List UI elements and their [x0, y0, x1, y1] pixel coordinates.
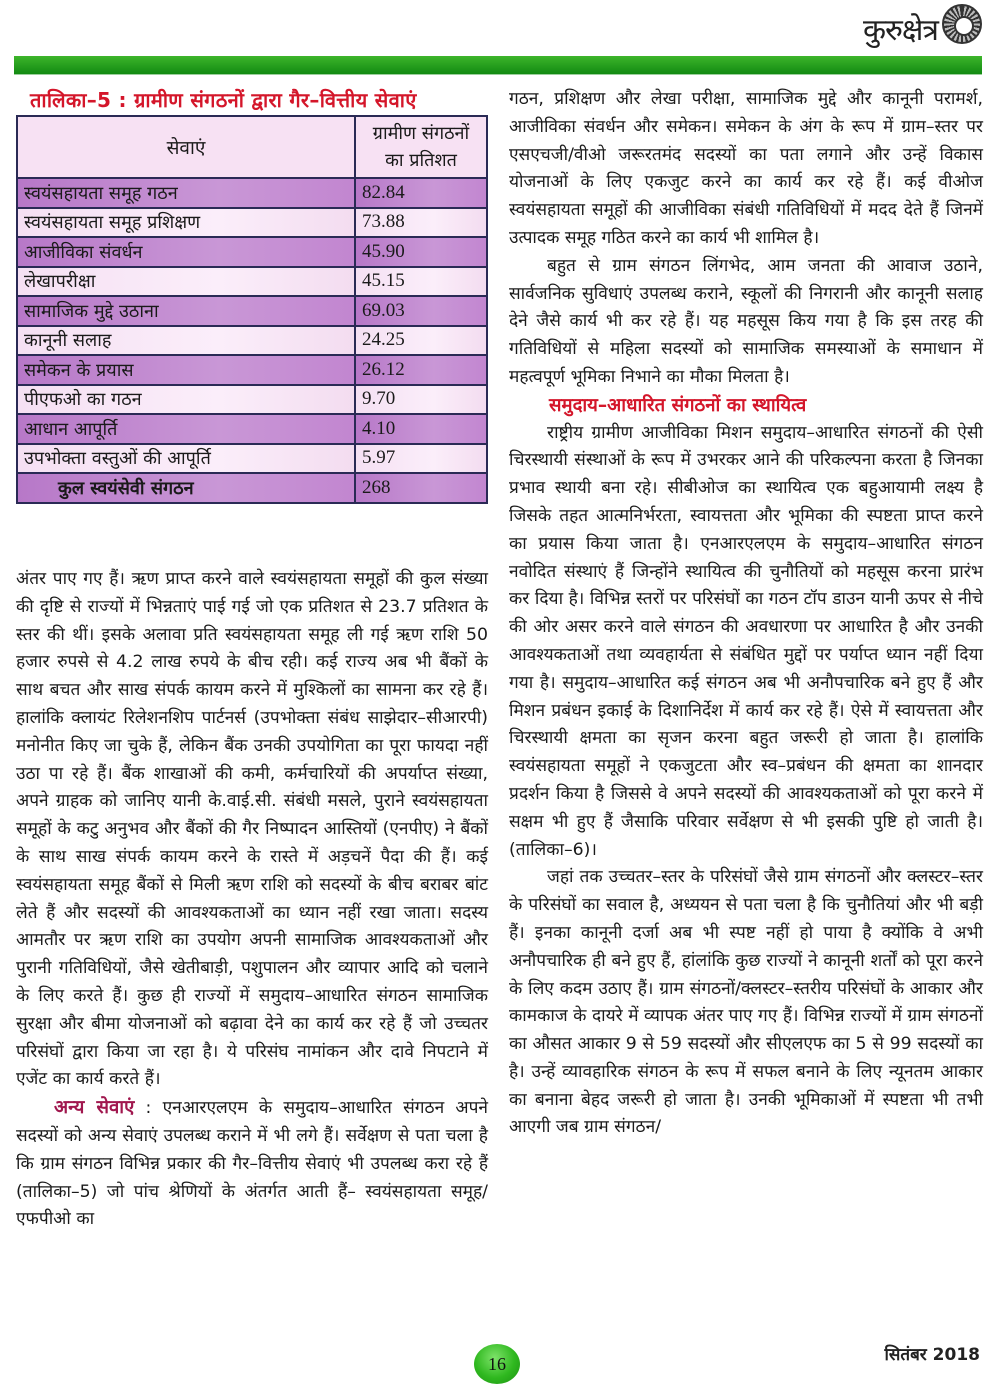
service-cell: उपभोक्ता वस्तुओं की आपूर्ति: [17, 444, 355, 474]
table-title: तालिका–5 : ग्रामीण संगठनों द्वारा गैर–वित्तीय सेवाएं: [30, 88, 417, 112]
section-lead: अन्य सेवाएं: [54, 1097, 135, 1119]
table-row: [17, 444, 487, 474]
header-green-bar: [14, 56, 982, 75]
table-row: [17, 267, 487, 297]
service-cell: लेखापरीक्षा: [17, 267, 355, 297]
service-cell: आजीविका संवर्धन: [17, 237, 355, 267]
service-cell: समेकन के प्रयास: [17, 355, 355, 385]
table-row: [17, 296, 487, 326]
paragraph: अंतर पाए गए हैं। ऋण प्राप्त करने वाले स्वयंसहायता समूहों की कुल संख्या की दृष्टि से राज्यों में भिन्नताएं पाई गई जो एक प्रतिशत से 23.7 प्रतिशत के स्तर की थीं। इसके अलावा प्रति स्वयंसहायता समूह ली गई ऋण राशि 50 हजार रुपसे से 4.2 लाख रुपये के बीच रही। कई राज्य अब भी बैंकों के साथ बचत और साख संपर्क कायम करने में मुश्किलों का सामना कर रहे हैं। हालांकि क्लायंट रिलेशनशिप पार्टनर्स (उपभोक्ता संबंध साझेदार–सीआरपी) मनोनीत किए जा चुके हैं, लेकिन बैंक उनकी उपयोगिता का पूरा फायदा नहीं उठा पा रहे हैं। बैंक शाखाओं की कमी, कर्मचारियों की अपर्याप्त संख्या, अपने ग्राहक को जानिए यानी के.वाई.सी. संबंधी मसले, पुराने स्वयंसहायता समूहों के कटु अनुभव और बैंकों की गैर निष्पादन आस्तियों (एनपीए) ने बैंकों के साथ साख संपर्क कायम करने के रास्ते में अड़चनें पैदा की हैं। कई स्वयंसहायता समूह बैंकों से मिली ऋण राशि को सदस्यों के बीच बराबर बांट लेते हैं और सदस्यों की आवश्यकताओं का ध्यान नहीं रखा जाता। सदस्य आमतौर पर ऋण राशि का उपयोग अपनी सामाजिक आवश्यकताओं और पुरानी गतिविधियों, जैसे खेतीबाड़ी, पशुपालन और व्यापार आदि को चलाने के लिए करते हैं। कुछ ही राज्यों में समुदाय–आधारित संगठन सामाजिक सुरक्षा और बीमा योजनाओं को बढ़ावा देने का कार्य कर रहे हैं जो उच्चतर परिसंघों द्वारा किया जा रहा है। ये परिसंघ नामांकन और दावे निपटाने में एजेंट का कार्य करते हैं।: [16, 569, 488, 1090]
magazine-title: कुरुक्षेत्र: [862, 13, 938, 48]
column-header-percent: ग्रामीण संगठनों का प्रतिशत: [355, 116, 487, 178]
percent-cell: 73.88: [355, 208, 487, 238]
table-row: [17, 355, 487, 385]
service-cell: आधान आपूर्ति: [17, 414, 355, 444]
left-column: [16, 566, 488, 1234]
table-row: [17, 414, 487, 444]
service-cell: सामाजिक मुद्दे उठाना: [17, 296, 355, 326]
percent-cell: 45.90: [355, 237, 487, 267]
paragraph-text: : एनआरएलएम के समुदाय–आधारित संगठन अपने सदस्यों को अन्य सेवाएं उपलब्ध कराने में भी लगे हैं। सर्वेक्षण से पता चला है कि ग्राम संगठन विभिन्न प्रकार की गैर–वित्तीय सेवाएं भी उपलब्ध करा रहे हैं (तालिका–5) जो पांच श्रेणियों के अंतर्गत आती हैं– स्वयंसहायता समूह/एफपीओ का: [16, 1098, 489, 1230]
percent-cell: 82.84: [355, 178, 487, 208]
paragraph: [16, 1094, 488, 1234]
page-number-badge: [474, 1344, 520, 1384]
services-table: [16, 115, 488, 504]
paragraph: गठन, प्रशिक्षण और लेखा परीक्षा, सामाजिक मुद्दे और कानूनी परामर्श, आजीविका संवर्धन और समेकन। समेकन के अंग के रूप में ग्राम–स्तर पर एसएचजी/वीओ जरूरतमंद सदस्यों का पता लगाने और उन्हें विकास योजनाओं के लिए एकजुट करने का कार्य कर रहे हैं। कई वीओज स्वयंसहायता समूहों की आजीविका संबंधी गतिविधियों में मदद देते हैं जिनमें उत्पादक समूह गठित करने का कार्य भी शामिल है।: [509, 89, 983, 248]
percent-cell: 5.97: [355, 444, 487, 474]
right-column: [509, 86, 983, 1142]
service-cell: स्वयंसहायता समूह गठन: [17, 178, 355, 208]
column-header-services: सेवाएं: [17, 116, 355, 178]
table-row: [17, 178, 487, 208]
page-number: 16: [488, 1353, 506, 1374]
percent-cell: 9.70: [355, 385, 487, 415]
percent-cell: 4.10: [355, 414, 487, 444]
paragraph: बहुत से ग्राम संगठन लिंगभेद, आम जनता की आवाज उठाने, सार्वजनिक सुविधाएं उपलब्ध कराने, स्कूलों की निगरानी और कानूनी सलाह देने जैसे कार्य भी कर रहे हैं। यह महसूस किय गया है कि इस तरह की गतिविधियों से महिला सदस्यों को सामाजिक समस्याओं के समाधान में महत्वपूर्ण भूमिका निभाने का मौका मिलता है।: [509, 255, 983, 387]
service-cell: पीएफओ का गठन: [17, 385, 355, 415]
issue-date: सितंबर 2018: [884, 1345, 980, 1365]
percent-cell: 24.25: [355, 326, 487, 356]
percent-cell: 69.03: [355, 296, 487, 326]
total-label: कुल स्वयंसेवी संगठन: [17, 473, 355, 503]
table-row: [17, 237, 487, 267]
percent-cell: 26.12: [355, 355, 487, 385]
service-cell: कानूनी सलाह: [17, 326, 355, 356]
service-cell: स्वयंसहायता समूह प्रशिक्षण: [17, 208, 355, 238]
paragraph: राष्ट्रीय ग्रामीण आजीविका मिशन समुदाय–आधारित संगठनों की ऐसी चिरस्थायी संस्थाओं के रूप में उभरकर आने की परिकल्पना करता है जिनका प्रभाव स्थायी बना रहे। सीबीओज का स्थायित्व एक बहुआयामी लक्ष्य है जिसके तहत आत्मनिर्भरता, स्वायत्तता और भूमिका की स्पष्टता प्राप्त करने का प्रयास किया जाता है। एनआरएलएम के समुदाय–आधारित संगठन नवोदित संस्थाएं हैं जिन्होंने स्थायित्व की चुनौतियों को महसूस करना प्रारंभ कर दिया है। विभिन्न स्तरों पर परिसंघों का गठन टॉप डाउन यानी ऊपर से नीचे की ओर असर करने वाले संगठन की अवधारणा पर आधारित है और उनकी आवश्यकताओं तथा व्यवहार्यता से संबंधित मुद्दों पर पर्याप्त ध्यान नहीं दिया गया है। समुदाय–आधारित कई संगठन अब भी अनौपचारिक बने हुए हैं और मिशन प्रबंधन इकाई के दिशानिर्देश में कार्य कर रहे हैं। ऐसे में स्वायत्तता और चिरस्थायी क्षमता का सृजन करना बहुत जरूरी हो जाता है। हालांकि स्वयंसहायता समूहों ने एकजुटता और स्व–प्रबंधन की क्षमता का शानदार प्रदर्शन किया है जिससे वे अपने सदस्यों की आवश्यकताओं को पूरा करने में सक्षम भी हुए हैं जैसाकि परिवार सर्वेक्षण से भी इसकी पुष्टि हो जाती है। (तालिका–6)।: [509, 422, 983, 860]
table-total-row: [17, 473, 487, 503]
table-row: [17, 385, 487, 415]
wheel-emblem-icon: [942, 4, 982, 44]
table-row: [17, 208, 487, 238]
paragraph: जहां तक उच्चतर–स्तर के परिसंघों जैसे ग्राम संगठनों और क्लस्टर–स्तर के परिसंघों का सवाल है, अध्ययन से पता चला है कि चुनौतियां और भी बड़ी हैं। इनका कानूनी दर्जा अब भी स्पष्ट नहीं हो पाया है क्योंकि वे अभी अनौपचारिक ही बने हुए हैं, हांलांकि कुछ राज्यों ने कानूनी शर्तों को पूरा करने के लिए कदम उठाए हैं। ग्राम संगठनों/क्लस्टर–स्तरीय परिसंघों के आकार और कामकाज के दायरे में व्यापक अंतर पाए गए हैं। विभिन्न राज्यों में ग्राम संगठनों का औसत आकार 9 से 59 सदस्यों और सीएलएफ का 5 से 99 सदस्यों का है। उन्हें व्यावहारिक संगठन के रूप में सफल बनाने के लिए न्यूनतम आकार का बनाना बेहद जरूरी हो जाता है। उनकी भूमिकाओं में स्पष्टता भी तभी आएगी जब ग्राम संगठन/: [509, 867, 983, 1138]
masthead: [0, 0, 1000, 54]
section-heading: समुदाय–आधारित संगठनों का स्थायित्व: [549, 394, 807, 416]
table-row: [17, 326, 487, 356]
total-value: 268: [355, 473, 487, 503]
percent-cell: 45.15: [355, 267, 487, 297]
